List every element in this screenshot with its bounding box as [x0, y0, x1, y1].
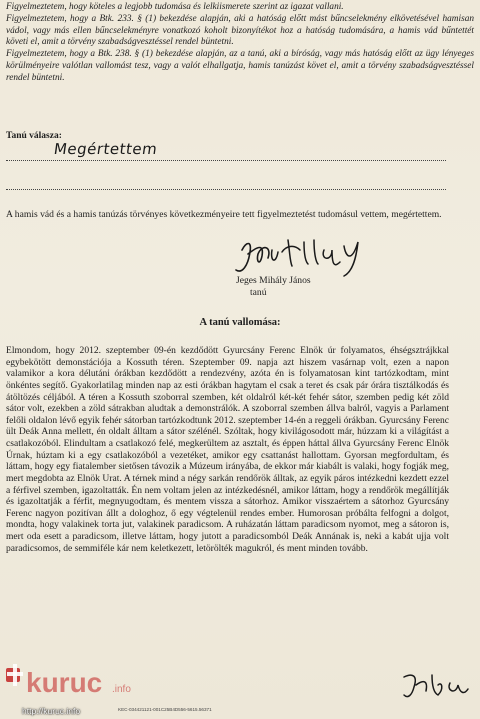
warning-truth: Figyelmeztetem, hogy köteles a legjobb tudomása és lelkiismerete szerint az igazat vallani.: [6, 2, 344, 12]
warning-false-accusation: Figyelmeztetem, hogy a Btk. 233. § (1) bekezdése alapján, aki a hatóság előtt mást bűncselekmény elkövetésével hamisan vádol, vagy más ellen bűncselekményre vonatkozó koholt bizonyítékot hoz a hatóság tudomására, a hamis vád bűntettét követi el, amit a törvény szabadságvesztéssel rendel büntetni.: [6, 14, 474, 48]
acknowledgement-text: A hamis vád és a hamis tanúzás törvényes következményeire tett figyelmeztetést tudomásul vettem, megértettem.: [6, 209, 442, 220]
witness-handwritten-answer: Megértettem: [52, 140, 159, 158]
statement-body: Elmondom, hogy 2012. szeptember 09-én kezdődött Gyurcsány Ferenc Elnök úr folyamatos, éhségsztrájkkal egybekötött demonstációja a Kossuth téren. Szeptember 09. napja azt hiszem vasárnap volt, ezen a napon valamikor a kora délutáni órákban kezdődött a rendezvény, azóta én is folyamatosan kint tartózkodtam, mint önkéntes segítő. Gyakorlatilag minden nap az esti órákban hagytam el csak a teret és csak pár órára tisztálkodás és átöltözés céljából. A téren a Kossuth szoborral szemben, két oldalról két-két fehér sátor, szemben pedig két zöld sátor volt, ezekben a zöld sátrakban aludtak a demonstrálók. A szoborral szemben állva balról, vagyis a Parlament felőli oldalon lévő egyik fehér sátorban tartózkodtunk 2012. szeptember 14-én a reggeli órákban. Gyurcsány Ferenc ült Deák Anna mellett, én oldalt álltam a sátor szélénél. Szóltak, hogy kivilágosodott már, húzzam ki a világítást a csatlakozóból. Elindultam a csatlakozó felé, megkerültem az asztalt, és éppen háttal állva Gyurcsány Ferenc Elnök Úrnak, húztam ki a egy csatlakozóból a vezetéket, amikor egy csattanást hallottam. Gyorsan megfordultam, és láttam, hogy egy fiatalember sietősen távozik a Múzeum irányába, de ekkor már kiabált is valaki, hogy fogják meg, mert megdobta az Elnök Urat. A térnek mind a négy sarkán rendőrök álltak, az egyik páros intézkedni kezdett ezzel a férfivel szemben, igazoltatták. Én nem voltam jelen az intézkedésnél, amikor láttam, hogy a rendőrök megállítják és igazoltatják a férfit, megnyugodtam, és mentem vissza a sátorhoz. Amikor visszaértem a sátorhoz Gyurcsány Ferenc nagyon pozitívan állt a dologhoz, ő egy végtelenül rendes ember. Humorosan próbálta felfogni a dolgot, mondta, hogy valakinek torta jut, valakinek paradicsom. A ruházatán láttam paradicsom nyomot, meg a sátoron is, mert oda esett a paradicsom, illetve láttam, hogy jutott a paradicsomból Deák Annának is, neki a kabát ujja volt paradicsomos, de semmiféle kár nem keletkezett, letörölték magukról, és ment minden tovább.: [6, 345, 449, 554]
signer-name: Jeges Mihály János: [236, 275, 311, 286]
answer-dotted-line: [6, 189, 446, 190]
legal-warnings: [6, 2, 474, 85]
watermark-url: http://kuruc.info: [22, 706, 81, 716]
statement-title: A tanú vallomása:: [199, 317, 281, 328]
document-code: KEC-034421121-001C25B4D556-5615.56371: [118, 707, 212, 712]
warning-perjury: Figyelmeztetem, hogy a Btk. 238. § (1) bekezdése alapján, az a tanú, aki a bíróság, vagy más hatóság előtt az ügy lényeges körülményeire valótlan vallomást tesz, vagy a valót elhallgatja, hamis tanúzást követ el, amit a törvény szabadságvesztéssel rendel büntetni.: [6, 49, 474, 83]
kuruc-logo: [4, 662, 144, 706]
answer-dotted-line: [6, 160, 446, 161]
page-initials-signature: [398, 669, 474, 703]
logo-suffix: .info: [112, 684, 131, 695]
witness-answer-label: Tanú válasza:: [6, 131, 62, 141]
signer-role: tanú: [250, 287, 267, 298]
witness-signature: [228, 232, 378, 280]
logo-wordmark: kuruc: [26, 667, 103, 698]
